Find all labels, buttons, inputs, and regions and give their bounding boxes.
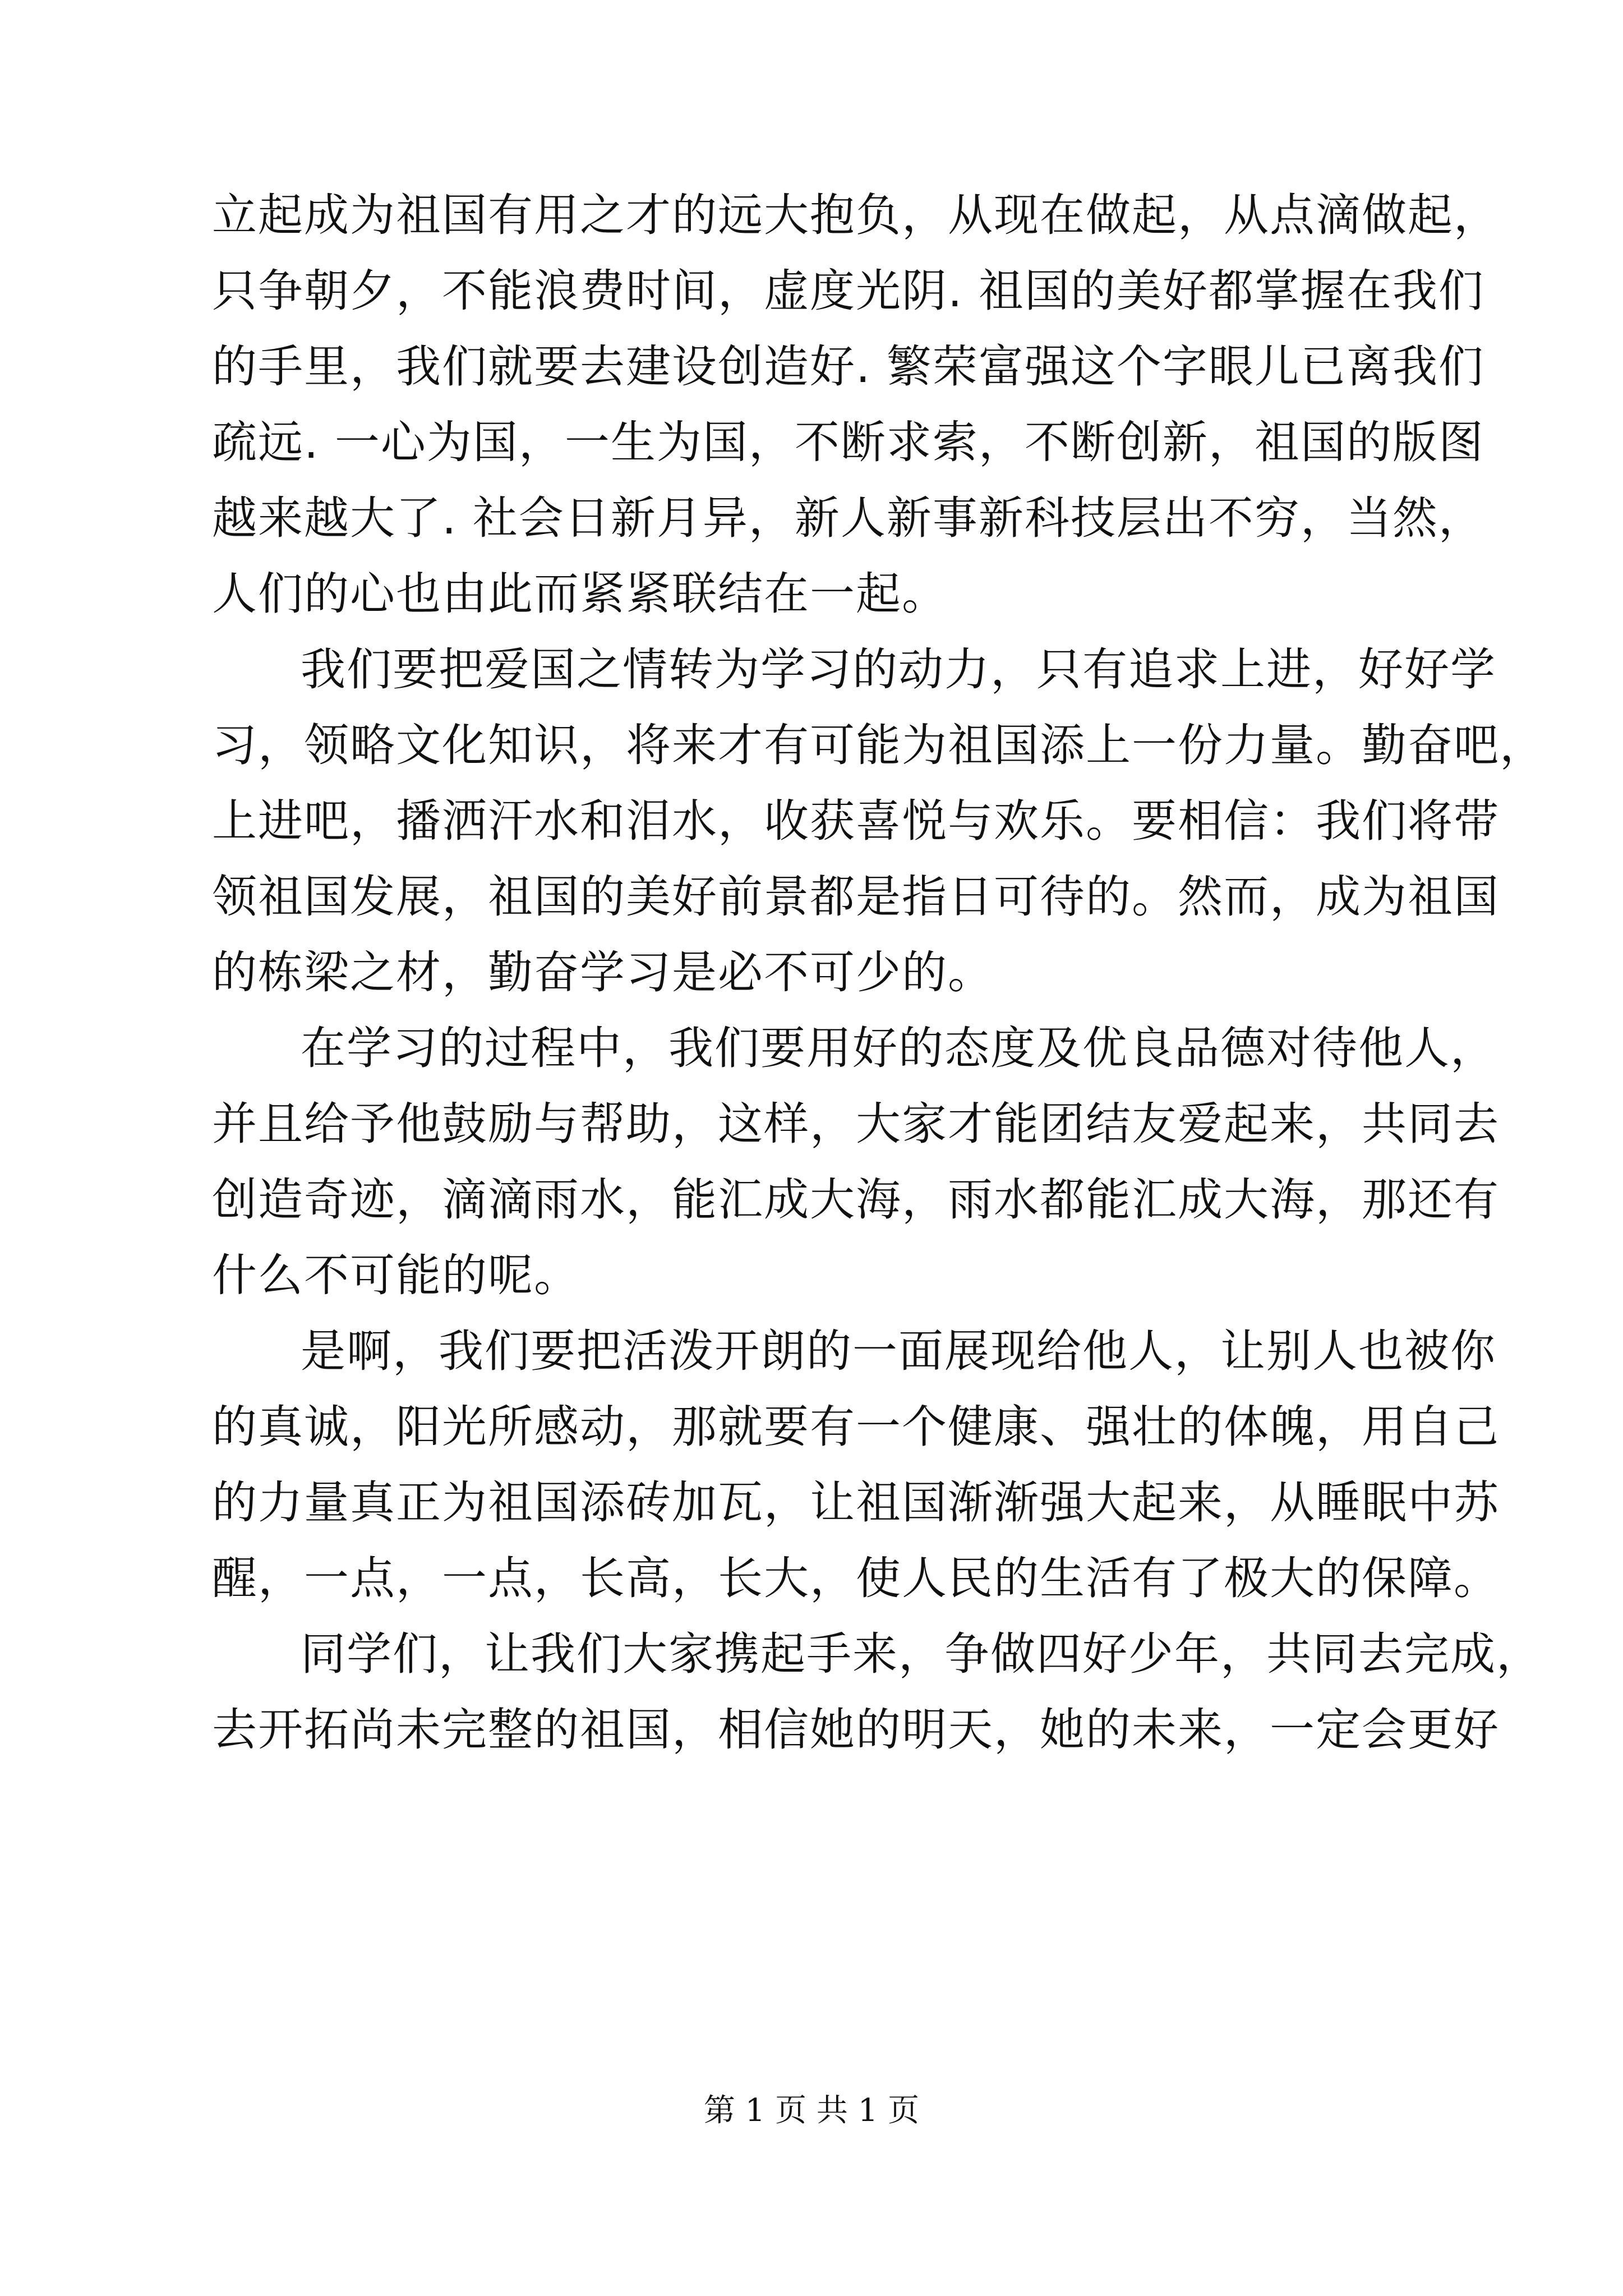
text-line: 并且给予他鼓励与帮助，这样，大家才能团结友爱起来，共同去 bbox=[212, 1098, 1500, 1150]
paragraph-start-line: 同学们，让我们大家携起手来，争做四好少年，共同去完成， bbox=[301, 1628, 1542, 1680]
page-number-footer: 第 1 页 共 1 页 bbox=[703, 2092, 920, 2129]
text-line: 的真诚，阳光所感动，那就要有一个健康、强壮的体魄，用自己 bbox=[212, 1401, 1500, 1453]
text-line: 上进吧，播洒汗水和泪水，收获喜悦与欢乐。要相信：我们将带 bbox=[212, 795, 1500, 847]
text-line: 疏远. 一心为国，一生为国，不断求索，不断创新，祖国的版图 bbox=[212, 416, 1484, 468]
text-line: 的力量真正为祖国添砖加瓦，让祖国渐渐强大起来，从睡眠中苏 bbox=[212, 1476, 1500, 1529]
document-body bbox=[212, 177, 1546, 1768]
text-line: 去开拓尚未完整的祖国，相信她的明天，她的未来，一定会更好 bbox=[212, 1704, 1500, 1756]
text-line: 什么不可能的呢。 bbox=[212, 1249, 580, 1301]
paragraph-start-line: 在学习的过程中，我们要用好的态度及优良品德对待他人， bbox=[301, 1022, 1496, 1074]
text-line: 醒，一点，一点，长高，长大，使人民的生活有了极大的保障。 bbox=[212, 1552, 1500, 1604]
paragraph-start-line: 是啊，我们要把活泼开朗的一面展现给他人，让别人也被你 bbox=[301, 1325, 1496, 1377]
paragraph-start-line: 我们要把爱国之情转为学习的动力，只有追求上进，好好学 bbox=[301, 643, 1496, 696]
text-line: 越来越大了. 社会日新月异，新人新事新科技层出不穷，当然， bbox=[212, 492, 1484, 544]
text-line: 创造奇迹，滴滴雨水，能汇成大海，雨水都能汇成大海，那还有 bbox=[212, 1174, 1500, 1226]
text-line: 领祖国发展，祖国的美好前景都是指日可待的。然而，成为祖国 bbox=[212, 871, 1500, 923]
text-line: 的栋梁之材，勤奋学习是必不可少的。 bbox=[212, 946, 994, 999]
text-line: 只争朝夕，不能浪费时间，虚度光阴. 祖国的美好都掌握在我们 bbox=[212, 265, 1484, 317]
text-line: 人们的心也由此而紧紧联结在一起。 bbox=[212, 568, 948, 620]
text-line: 立起成为祖国有用之才的远大抱负，从现在做起，从点滴做起， bbox=[212, 189, 1500, 241]
text-line: 的手里，我们就要去建设创造好. 繁荣富强这个字眼儿已离我们 bbox=[212, 341, 1484, 393]
text-line: 习，领略文化知识，将来才有可能为祖国添上一份力量。勤奋吧， bbox=[212, 719, 1546, 771]
